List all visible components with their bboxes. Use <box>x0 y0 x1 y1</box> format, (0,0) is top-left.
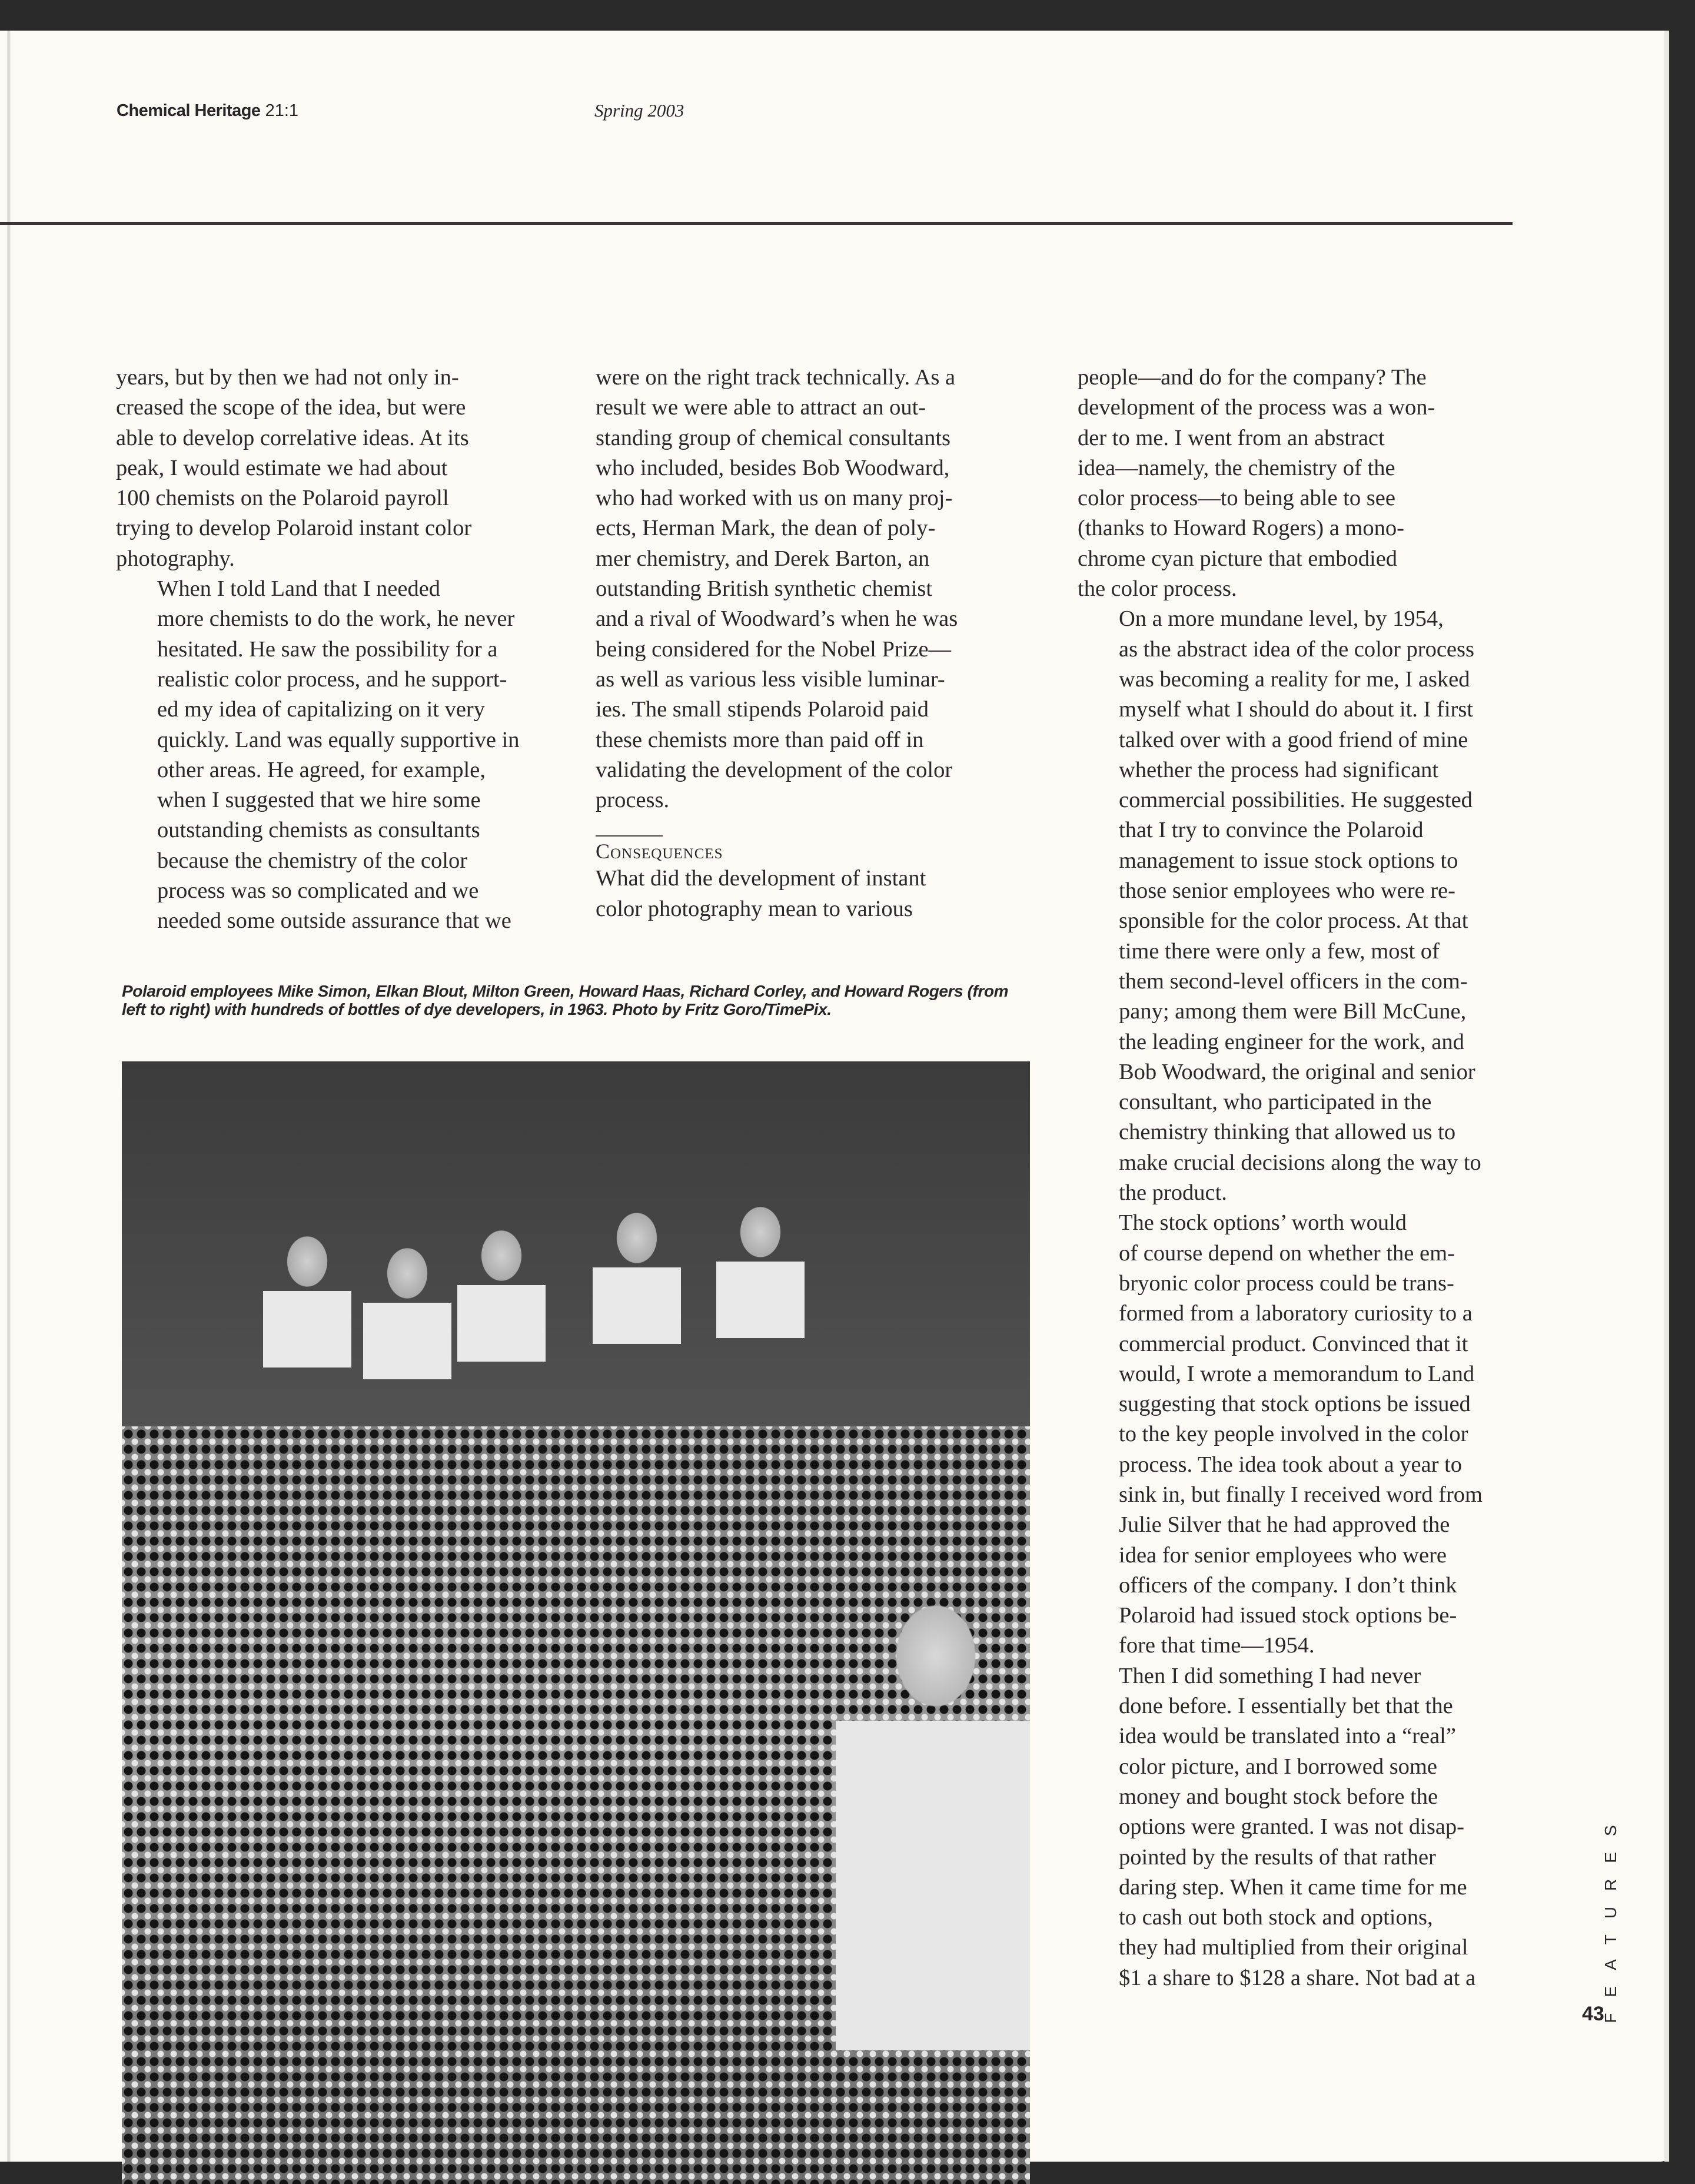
text-line: On a more mundane level, by 1954, <box>1119 606 1444 632</box>
text-line: standing group of chemical consultants <box>596 425 951 450</box>
text-line: Polaroid had issued stock options be- <box>1119 1603 1457 1628</box>
text-line: validating the development of the color <box>596 757 953 782</box>
text-line: der to me. I went from an abstract <box>1078 425 1385 450</box>
text-column-1 <box>116 363 557 937</box>
text-line: idea for senior employees who were <box>1119 1542 1447 1568</box>
text-line: who included, besides Bob Woodward, <box>596 455 950 480</box>
text-line: and a rival of Woodward’s when he was <box>596 606 958 632</box>
text-line: ies. The small stipends Polaroid paid <box>596 697 929 722</box>
text-line: mer chemistry, and Derek Barton, an <box>596 546 930 571</box>
text-line: when I suggested that we hire some <box>157 788 481 813</box>
person-figure <box>457 1220 546 1362</box>
paragraph <box>596 864 1037 924</box>
text-line: they had multiplied from their original <box>1119 1935 1468 1960</box>
text-column-2 <box>596 363 1037 924</box>
text-line: myself what I should do about it. I first <box>1119 697 1474 722</box>
text-line: ed my idea of capitalizing on it very <box>157 697 485 722</box>
section-label-text: FEATURES <box>1601 1809 1620 2023</box>
text-line: would, I wrote a memorandum to Land <box>1119 1361 1475 1386</box>
section-heading: Consequences <box>596 839 723 864</box>
text-line: hesitated. He saw the possibility for a <box>157 636 498 662</box>
issue-number: 21:1 <box>265 101 299 120</box>
text-line: as well as various less visible luminar- <box>596 666 945 692</box>
paragraph <box>116 574 557 937</box>
section-divider <box>596 835 663 837</box>
text-line: to the key people involved in the color <box>1119 1422 1468 1447</box>
text-line: ects, Herman Mark, the dean of poly- <box>596 516 936 541</box>
text-line: $1 a share to $128 a share. Not bad at a <box>1119 1965 1476 1990</box>
text-line: pany; among them were Bill McCune, <box>1119 999 1467 1024</box>
paragraph <box>596 363 1037 815</box>
person-figure <box>263 1226 351 1368</box>
text-line: idea—namely, the chemistry of the <box>1078 455 1395 480</box>
text-line: that I try to convince the Polaroid <box>1119 818 1424 843</box>
text-line: officers of the company. I don’t think <box>1119 1572 1457 1598</box>
historical-photograph <box>122 1061 1030 2184</box>
text-line: able to develop correlative ideas. At its <box>116 425 469 450</box>
text-line: process. <box>596 788 670 813</box>
text-line: needed some outside assurance that we <box>157 908 511 934</box>
text-line: outstanding British synthetic chemist <box>596 576 933 602</box>
text-line: management to issue stock options to <box>1119 848 1458 873</box>
text-line: formed from a laboratory curiosity to a <box>1119 1301 1473 1326</box>
binding-gutter <box>7 31 11 2162</box>
text-line: outstanding chemists as consultants <box>157 818 480 843</box>
text-line: because the chemistry of the color <box>157 848 468 873</box>
text-line: process. The idea took about a year to <box>1119 1452 1463 1477</box>
text-line: Then I did something I had never <box>1119 1663 1421 1688</box>
text-line: quickly. Land was equally supportive in <box>157 727 520 752</box>
text-line: more chemists to do the work, he never <box>157 606 515 632</box>
paragraph <box>1078 604 1525 1208</box>
text-line: daring step. When it came time for me <box>1119 1874 1467 1900</box>
paragraph <box>1078 1661 1525 1993</box>
text-line: were on the right track technically. As a <box>596 365 956 390</box>
running-header <box>117 101 298 121</box>
paragraph <box>116 363 557 574</box>
text-line: color picture, and I borrowed some <box>1119 1754 1437 1779</box>
text-line: other areas. He agreed, for example, <box>157 757 486 782</box>
person-figure-foreground <box>836 1568 1030 2050</box>
text-line: bryonic color process could be trans- <box>1119 1270 1454 1296</box>
text-line: them second-level officers in the com- <box>1119 968 1468 994</box>
text-line: the color process. <box>1078 576 1237 602</box>
text-line: the product. <box>1119 1180 1227 1206</box>
text-line: What did the development of instant <box>596 866 926 891</box>
text-line: people—and do for the company? The <box>1078 365 1427 390</box>
text-line: chrome cyan picture that embodied <box>1078 546 1398 571</box>
text-line: talked over with a good friend of mine <box>1119 727 1468 752</box>
page-edge <box>1664 31 1669 2162</box>
text-line: peak, I would estimate we had about <box>116 455 448 480</box>
header-rule <box>0 222 1513 225</box>
text-line: was becoming a reality for me, I asked <box>1119 666 1470 692</box>
text-line: 100 chemists on the Polaroid payroll <box>116 486 449 511</box>
paragraph <box>1078 363 1525 604</box>
text-line: time there were only a few, most of <box>1119 938 1440 964</box>
text-line: who had worked with us on many proj- <box>596 486 953 511</box>
text-line: The stock options’ worth would <box>1119 1210 1407 1236</box>
text-line: When I told Land that I needed <box>157 576 441 602</box>
text-line: years, but by then we had not only in- <box>116 365 459 390</box>
page-number: 43 <box>1582 2003 1604 2025</box>
text-line: being considered for the Nobel Prize— <box>596 636 952 662</box>
text-line: commercial product. Convinced that it <box>1119 1331 1468 1356</box>
text-line: these chemists more than paid off in <box>596 727 924 752</box>
text-line: trying to develop Polaroid instant color <box>116 516 472 541</box>
text-line: whether the process had significant <box>1119 757 1439 782</box>
text-line: Bob Woodward, the original and senior <box>1119 1059 1475 1084</box>
text-line: creased the scope of the idea, but were <box>116 395 466 420</box>
text-line: (thanks to Howard Rogers) a mono- <box>1078 516 1404 541</box>
text-line: development of the process was a won- <box>1078 395 1435 420</box>
photo-caption: Polaroid employees Mike Simon, Elkan Blout, Milton Green, Howard Haas, Richard Corley, and Howard Rogers (from left to right) with hundreds of bottles of dye developers, in 1963. Photo by Fritz Goro/TimePix. <box>122 982 1009 1018</box>
text-line: make crucial decisions along the way to <box>1119 1150 1481 1175</box>
text-line: idea would be translated into a “real” <box>1119 1724 1456 1749</box>
text-column-3 <box>1078 363 1525 1993</box>
text-line: pointed by the results of that rather <box>1119 1844 1436 1870</box>
text-line: to cash out both stock and options, <box>1119 1905 1433 1930</box>
text-line: color process—to being able to see <box>1078 486 1395 511</box>
text-line: sponsible for the color process. At that <box>1119 908 1468 934</box>
text-line: as the abstract idea of the color process <box>1119 636 1474 662</box>
text-line: of course depend on whether the em- <box>1119 1240 1455 1266</box>
text-line: suggesting that stock options be issued <box>1119 1392 1471 1417</box>
issue-date: Spring 2003 <box>594 100 684 121</box>
text-line: Julie Silver that he had approved the <box>1119 1512 1450 1538</box>
text-line: sink in, but finally I received word from <box>1119 1482 1483 1507</box>
person-figure <box>593 1203 681 1344</box>
text-line: color photography mean to various <box>596 896 913 921</box>
text-line: the leading engineer for the work, and <box>1119 1029 1464 1054</box>
person-figure <box>363 1238 451 1379</box>
text-line: those senior employees who were re- <box>1119 878 1455 904</box>
text-line: chemistry thinking that allowed us to <box>1119 1120 1456 1145</box>
text-line: consultant, who participated in the <box>1119 1090 1432 1115</box>
text-line: fore that time—1954. <box>1119 1633 1315 1658</box>
journal-title: Chemical Heritage <box>117 101 261 120</box>
text-line: realistic color process, and he support- <box>157 666 507 692</box>
photo-background-wall <box>122 1061 1030 1473</box>
text-line: done before. I essentially bet that the <box>1119 1694 1453 1719</box>
text-line: money and bought stock before the <box>1119 1784 1438 1809</box>
text-line: photography. <box>116 546 235 571</box>
text-line: options were granted. I was not disap- <box>1119 1814 1464 1840</box>
text-line: commercial possibilities. He suggested <box>1119 788 1473 813</box>
text-line: process was so complicated and we <box>157 878 479 904</box>
text-line: result we were able to attract an out- <box>596 395 926 420</box>
person-figure <box>716 1197 805 1338</box>
paragraph <box>1078 1208 1525 1661</box>
